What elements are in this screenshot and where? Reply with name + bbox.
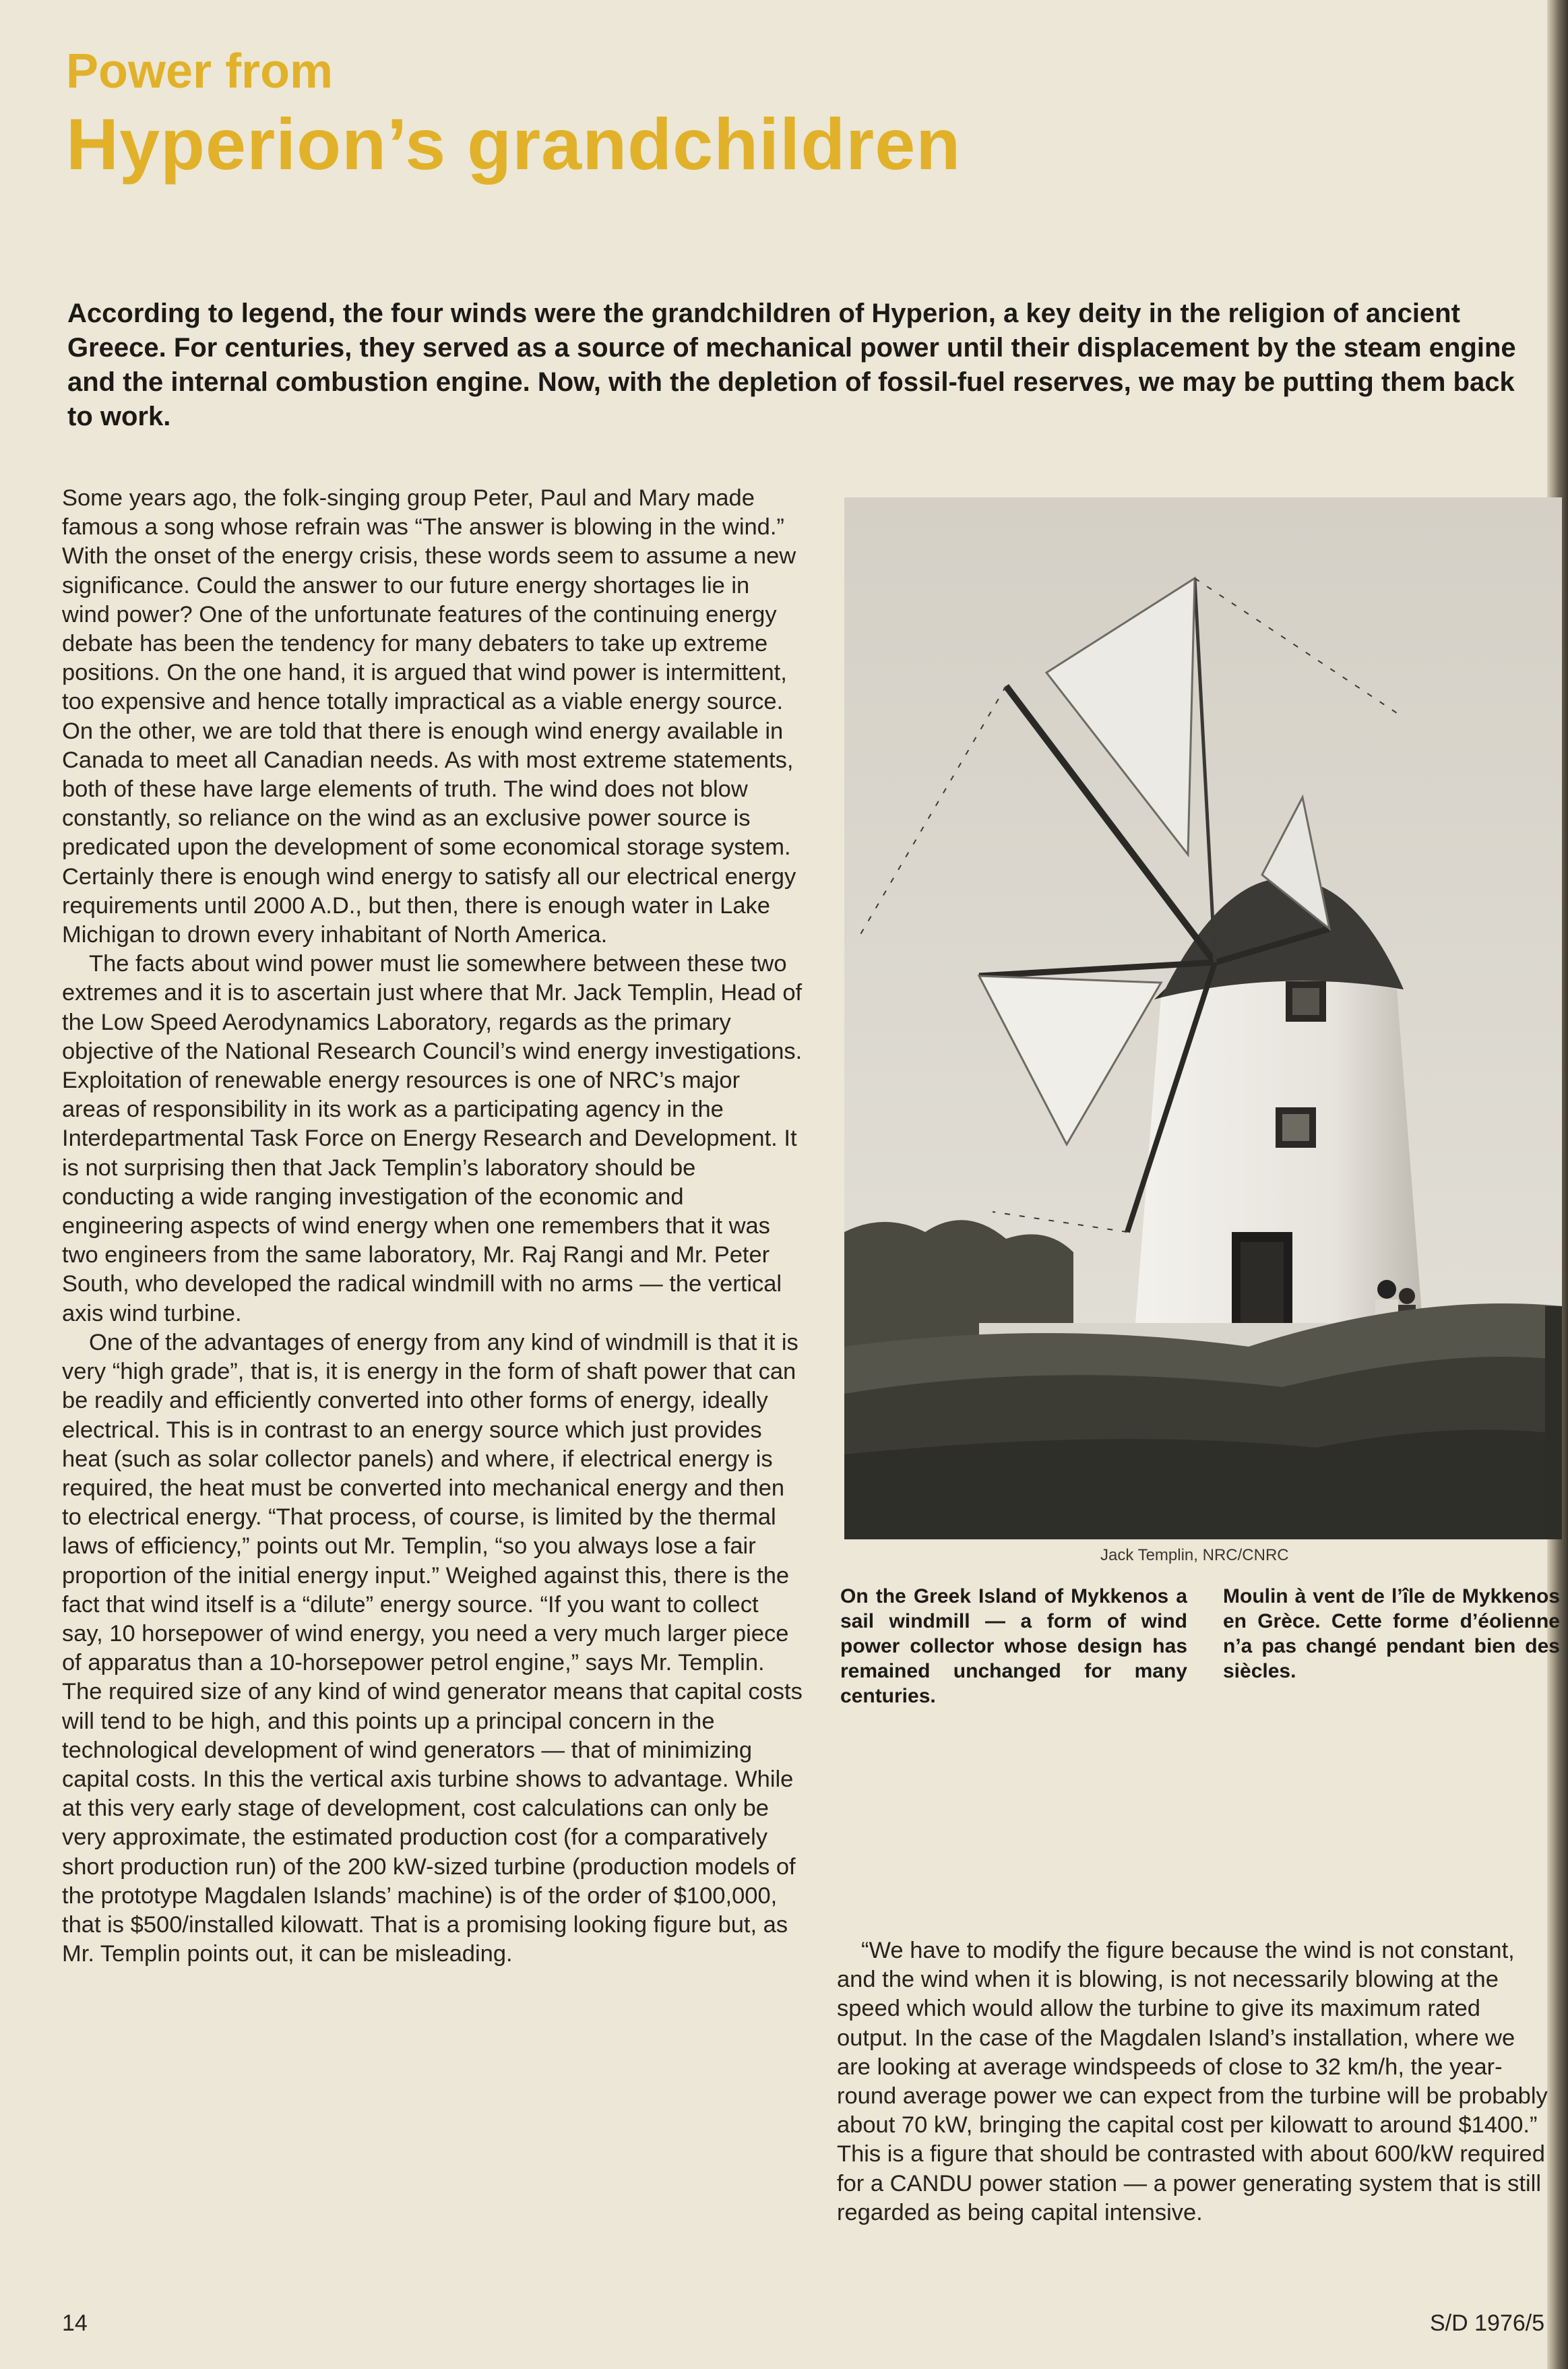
headline (66, 40, 961, 186)
body-right-column: “We have to modify the figure because the wind is not constant, and the wind when it is blowing, is not necessarily blowing at the speed which would allow the turbine to give its maximum rated output. In the case of the Magdalen Island’s installation, where we are looking at average windspeeds of close to 32 km/h, the year-round average power we can expect from the turbine will be probably about 70 kW, bringing the capital cost per kilowatt to around $1400.” This is a figure that should be contrasted with about 600/kW required for a CANDU power station — a power generating system that is still regarded as being capital intensive. (837, 1938, 1548, 2225)
photo-caption-english: On the Greek Island of Mykkenos a sail windmill — a form of wind power collector whose design has remained unchanged for many centuries. (840, 1585, 1187, 1707)
body-paragraph: Some years ago, the folk-singing group Peter, Paul and Mary made famous a song whose refrain was “The answer is blowing in the wind.” With the onset of the energy crisis, these words seem to assume a new significance. Could the answer to our future energy shortages lie in wind power? One of the unfortunate features of the continuing energy debate has been the tendency for many debaters to take up extreme positions. On the one hand, it is argued that wind power is intermittent, too expensive and hence totally impractical as a viable energy source. On the other, we are told that there is enough wind energy available in Canada to meet all Canadian needs. As with most extreme statements, both of these have large elements of truth. The wind does not blow constantly, so reliance on the wind as an exclusive power source is predicated upon the development of some economical storage system. Certainly there is enough wind energy to satisfy all our electrical energy requirements until 2000 A.D., but then, there is enough water in Lake Michigan to drown every inhabitant of North America. (62, 485, 796, 948)
page-number: 14 (62, 2310, 88, 2336)
photo-credit: Jack Templin, NRC/CNRC (1100, 1546, 1289, 1564)
photo-caption-french: Moulin à vent de l’île de Mykkenos en Grèce. Cette forme d’éolienne n’a pas changé pendant bien des siècles. (1223, 1585, 1560, 1682)
headline-title: Hyperion’s grandchildren (66, 103, 962, 185)
body-left-column (62, 484, 803, 1969)
body-paragraph: The facts about wind power must lie somewhere between these two extremes and it is to ascertain just where that Mr. Jack Templin, Head of the Low Speed Aerodynamics Laboratory, regards as the primary objective of the National Research Council’s wind energy investigations. Exploitation of renewable energy resources is one of NRC’s major areas of responsibility in its work as a participating agency in the Interdepartmental Task Force on Energy Research and Development. It is not surprising then that Jack Templin’s laboratory should be conducting a wide ranging investigation of the economic and engineering aspects of wind energy when one remembers that it was two engineers from the same laboratory, Mr. Raj Rangi and Mr. Peter South, who developed the radical windmill with no arms — the vertical axis wind turbine. (62, 951, 803, 1326)
issue-label: S/D 1976/5 (1430, 2310, 1545, 2336)
windmill-photo (844, 497, 1562, 1539)
body-paragraph: One of the advantages of energy from any kind of windmill is that it is very “high grade”, that is, it is energy in the form of shaft power that can be readily and efficiently converted into other forms of energy, ideally electrical. This is in contrast to an energy source which just provides heat (such as solar collector panels) and where, if electrical energy is required, the heat must be converted into mechanical energy and then to electrical energy. “That process, of course, is limited by the thermal laws of efficiency,” points out Mr. Templin, “so you always lose a fair proportion of the initial energy input.” Weighed against this, there is the fact that wind itself is a “dilute” energy source. “If you want to collect say, 10 horsepower of wind energy, you need a very much larger piece of apparatus than a 10-horsepower petrol engine,” says Mr. Templin. The required size of any kind of wind generator means that capital costs will tend to be high, and this points up a principal concern in the technological development of wind generators — that of minimizing capital costs. In this the vertical axis turbine shows to advantage. While at this very early stage of development, cost calculations can only be very approximate, the estimated production cost (for a comparatively short production run) of the 200 kW-sized turbine (production models of the prototype Magdalen Islands’ machine) is of the order of $100,000, that is $500/installed kilowatt. That is a promising looking figure but, as Mr. Templin points out, it can be misleading. (62, 1329, 803, 1967)
lede-paragraph: According to legend, the four winds were the grandchildren of Hyperion, a key deity in the religion of ancient Greece. For centuries, they served as a source of mechanical power until their displacement by the steam engine and the internal combustion engine. Now, with the depletion of fossil-fuel reserves, we may be putting them back to work. (67, 299, 1516, 431)
headline-kicker: Power from (66, 44, 334, 98)
